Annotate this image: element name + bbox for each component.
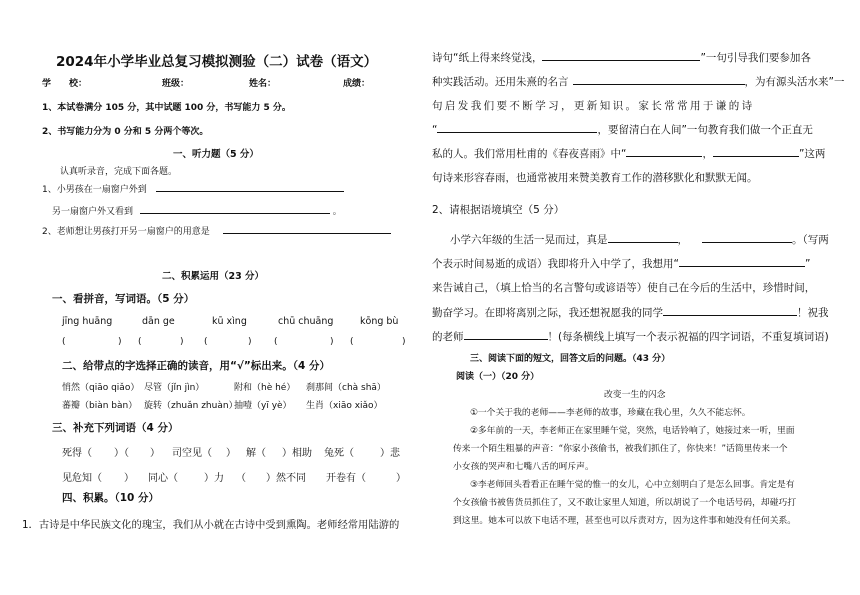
part1-q1b: 另一扇窗户外又看到 。 bbox=[52, 204, 342, 217]
p-line1: 小学六年级的生活一晃而过，真是 ， 。（写两 bbox=[450, 234, 829, 246]
r-line5: 私的人。我们常用杜甫的《春夜喜雨》中“ ， ”这两 bbox=[432, 148, 826, 160]
info-score: 成绩： bbox=[343, 79, 371, 89]
article-para2-l3: 小女孩的哭声和七嘴八舌的呵斥声。 bbox=[453, 462, 594, 472]
fill-word[interactable]: 解（ bbox=[246, 448, 266, 459]
article-para3-l2: 个女孩偷书被售货员抓住了，又不敢让家里人知道，所以胡说了一个电话号码，却碰巧打 bbox=[453, 498, 797, 508]
fill-word[interactable]: 死得（ bbox=[62, 448, 92, 459]
reading-item[interactable]: 附和（hè hé） bbox=[234, 383, 296, 393]
part3-heading: 三、阅读下面的短文，回答文后的问题。（43 分） bbox=[470, 354, 671, 364]
answer-line[interactable] bbox=[608, 233, 678, 243]
paren[interactable]: ) bbox=[402, 337, 406, 347]
fill-word[interactable]: ） bbox=[150, 448, 160, 459]
s1-heading: 一、看拼音，写词语。（5 分） bbox=[52, 293, 195, 305]
p-line5: 的老师 ！(每条横线上填写一个表示祝福的四字词语，不重复填词语) bbox=[432, 331, 829, 343]
pinyin-3: kū xìng bbox=[212, 316, 247, 327]
paren[interactable]: ( bbox=[350, 337, 354, 347]
answer-line[interactable] bbox=[156, 182, 344, 192]
p-line4: 勤奋学习。在即将离别之际，我还想祝愿我的同学 ！祝我 bbox=[432, 307, 829, 319]
r-line2: 种实践活动。还用朱熹的名言 ，为有源头活水来”一 bbox=[432, 76, 845, 88]
article-para2-l1: ②多年前的一天，李老师正在家里睡午觉，突然，电话铃响了，她接过来一听，里面 bbox=[470, 426, 795, 436]
reading-item[interactable]: 悄然（qiāo qiǎo） bbox=[62, 383, 140, 393]
fill-word[interactable]: ） bbox=[396, 473, 406, 484]
p-line2: 个表示时间易逝的成语）我即将升入中学了，我想用“ ” bbox=[432, 258, 811, 270]
article-title: 改变一生的闪念 bbox=[604, 390, 666, 400]
answer-line[interactable] bbox=[542, 51, 700, 61]
fill-word[interactable]: （ bbox=[236, 473, 246, 484]
s4-heading: 四、积累。（10 分） bbox=[62, 492, 160, 504]
part1-heading: 一、听力题（5 分） bbox=[173, 149, 259, 160]
answer-line[interactable] bbox=[223, 224, 391, 234]
article-para2-l2: 传来一个陌生粗暴的声音：“你家小孩偷书，被我们抓住了，你快来！”话筒里传来一个 bbox=[453, 444, 788, 454]
fill-word[interactable]: ）然不同 bbox=[266, 473, 306, 484]
note-1: 1、本试卷满分 105 分，其中试题 100 分，书写能力 5 分。 bbox=[42, 103, 291, 113]
paren[interactable]: ( bbox=[204, 337, 208, 347]
answer-line[interactable] bbox=[437, 123, 597, 133]
paren[interactable]: ( bbox=[62, 337, 66, 347]
answer-line[interactable] bbox=[464, 330, 548, 340]
part1-instruction: 认真听录音，完成下面各题。 bbox=[60, 167, 178, 177]
paren[interactable]: ) bbox=[248, 337, 252, 347]
r-line4: “ ，要留清白在人间”一句教育我们做一个正直无 bbox=[432, 124, 813, 136]
fill-word[interactable]: 开卷有（ bbox=[326, 473, 366, 484]
poem-intro: 1．古诗是中华民族文化的瑰宝，我们从小就在古诗中受到熏陶。老师经常用陆游的 bbox=[22, 519, 400, 531]
paren[interactable]: ) bbox=[180, 337, 184, 347]
s3-heading: 三、补充下列词语（4 分） bbox=[52, 422, 179, 434]
p-line3: 来告诫自己，（填上恰当的名言警句或谚语等）使自己在今后的生活中，珍惜时间， bbox=[432, 282, 816, 294]
info-class: 班级： bbox=[162, 79, 190, 89]
reading-item[interactable]: 蕃瓣（biàn bàn） bbox=[62, 401, 138, 411]
reading-heading: 阅读（一）（20 分） bbox=[456, 372, 540, 382]
pinyin-4: chū chuāng bbox=[278, 316, 334, 327]
note-2: 2、书写能力分为 0 分和 5 分两个等次。 bbox=[42, 127, 209, 137]
paren[interactable]: ( bbox=[138, 337, 142, 347]
article-para3-l3: 到这里。她本可以放下电话不理，甚至也可以斥责对方，因为这件事和她没有任何关系。 bbox=[453, 516, 797, 526]
answer-line[interactable] bbox=[679, 257, 805, 267]
part1-q1a: 1、小男孩在一扇窗户外到 bbox=[42, 182, 344, 195]
answer-line[interactable] bbox=[702, 233, 792, 243]
r-line1: 诗句“纸上得来终觉浅， ”一句引导我们要参加各 bbox=[432, 52, 811, 64]
answer-line[interactable] bbox=[140, 204, 330, 214]
fill-word[interactable]: ）悲 bbox=[380, 448, 400, 459]
fill-word[interactable]: ）力 bbox=[204, 473, 224, 484]
article-para1: ①一个关于我的老师——李老师的故事，珍藏在我心里，久久不能忘怀。 bbox=[470, 408, 751, 418]
page-title: 2024年小学毕业总复习模拟测验（二）试卷（语文） bbox=[56, 54, 378, 70]
answer-line[interactable] bbox=[663, 306, 797, 316]
answer-line[interactable] bbox=[573, 75, 745, 85]
reading-item[interactable]: 生肖（xiāo xiǎo） bbox=[306, 401, 383, 411]
part2-heading: 二、积累运用（23 分） bbox=[162, 271, 265, 282]
s2-heading: 二、给带点的字选择正确的读音，用“√”标出来。（4 分） bbox=[62, 360, 331, 372]
fill-word[interactable]: ）（ bbox=[114, 448, 129, 459]
r-line3: 句启发我们要不断学习，更新知识。家长常常用于谦的诗 bbox=[432, 100, 755, 112]
info-school: 学 校： bbox=[42, 79, 88, 89]
paren[interactable]: ( bbox=[274, 337, 278, 347]
fill-word[interactable]: 见危知（ bbox=[62, 473, 102, 484]
answer-line[interactable] bbox=[626, 147, 702, 157]
fill-word[interactable]: 同心（ bbox=[148, 473, 178, 484]
pinyin-1: jīng huāng bbox=[62, 316, 113, 327]
fill-word[interactable]: ）相助 bbox=[282, 448, 312, 459]
fill-word[interactable]: ） bbox=[124, 473, 134, 484]
pinyin-2: dān ge bbox=[142, 316, 175, 327]
reading-item[interactable]: 抽噎（yī yè） bbox=[234, 401, 292, 411]
info-name: 姓名： bbox=[249, 79, 277, 89]
q2-heading: 2、请根据语境填空（5 分） bbox=[432, 204, 565, 216]
part1-q2: 2、老师想让男孩打开另一扇窗户的用意是 bbox=[42, 224, 391, 237]
reading-item[interactable]: 尽管（jǐn jìn） bbox=[144, 383, 205, 393]
article-para3-l1: ③李老师回头看看正在睡午觉的惟一的女儿，心中立刻明白了是怎么回事。肯定是有 bbox=[470, 480, 795, 490]
reading-item[interactable]: 刹那间（chà shā） bbox=[306, 383, 386, 393]
answer-line[interactable] bbox=[713, 147, 799, 157]
paren[interactable]: ) bbox=[118, 337, 122, 347]
fill-word[interactable]: 司空见（ bbox=[172, 448, 212, 459]
fill-word[interactable]: ） bbox=[226, 448, 236, 459]
pinyin-5: kōng bù bbox=[360, 316, 399, 327]
fill-word[interactable]: 兔死（ bbox=[324, 448, 354, 459]
r-line6: 句诗来形容春雨，也通常被用来赞美教育工作的潜移默化和默默无闻。 bbox=[432, 172, 758, 184]
paren[interactable]: ) bbox=[330, 337, 334, 347]
reading-item[interactable]: 旋转（zhuǎn zhuàn） bbox=[144, 401, 238, 411]
